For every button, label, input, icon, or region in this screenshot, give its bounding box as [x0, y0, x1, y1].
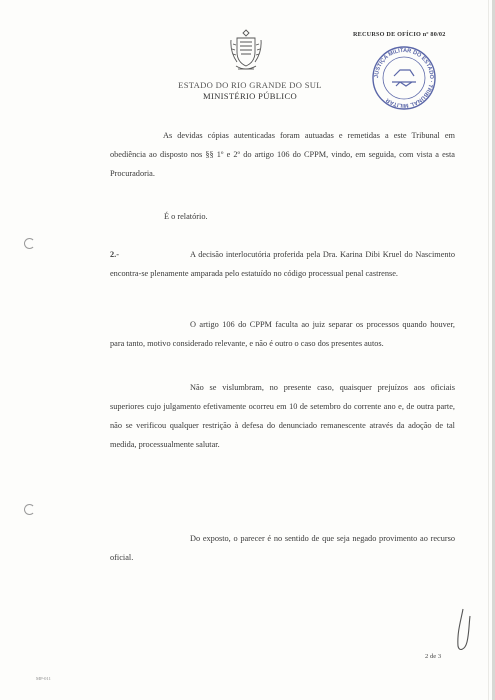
- stamp-text: JUSTIÇA MILITAR DO ESTADO · TRIBUNAL MILITAR: [373, 47, 435, 109]
- paragraph-2: O artigo 106 do CPPM faculta ao juiz separar os processos quando houver, para tanto, motivo considerado relevante, e não é outro o caso dos presentes autos.: [110, 320, 455, 348]
- page-number: 2 de 3: [425, 653, 442, 660]
- form-code: MP-011: [36, 676, 51, 681]
- punch-hole-mark: [24, 238, 35, 249]
- paragraph-3: Não se vislumbram, no presente caso, quaisquer prejuízos aos oficiais superiores cujo julgamento efetivamente ocorreu em 10 de setembro do corrente ano e, de outra parte, não se verificou qualquer restrição à defesa do denunciado remanescente através da adoção de tal medida, processualmente salutar.: [110, 383, 455, 449]
- paragraph-1: A decisão interlocutória proferida pela Dra. Karina Dibi Kruel do Nascimento encontra-se plenamente amparada pelo estatuído no código processual penal castrense.: [110, 250, 455, 278]
- paragraph-4: Do exposto, o parecer é no sentido de que seja negado provimento ao recurso oficial.: [110, 534, 455, 562]
- page-edge-line: [488, 0, 489, 700]
- court-stamp-icon: [370, 44, 438, 112]
- coat-of-arms-icon: [228, 28, 264, 74]
- relatorio-line: É o relatório.: [164, 212, 208, 221]
- case-reference: RECURSO DE OFÍCIO nº 80/02: [353, 31, 446, 38]
- handwritten-initial-icon: [449, 606, 477, 658]
- state-name: ESTADO DO RIO GRANDE DO SUL: [178, 80, 322, 90]
- section-number: 2.-: [110, 250, 119, 259]
- paragraph-intro: As devidas cópias autenticadas foram autuadas e remetidas a este Tribunal em obediência ao disposto nos §§ 1º e 2º do artigo 106 do CPPM, vindo, em seguida, com vista a esta Procuradoria.: [110, 131, 455, 178]
- ministry-name: MINISTÉRIO PÚBLICO: [203, 91, 297, 101]
- punch-hole-mark: [24, 504, 35, 515]
